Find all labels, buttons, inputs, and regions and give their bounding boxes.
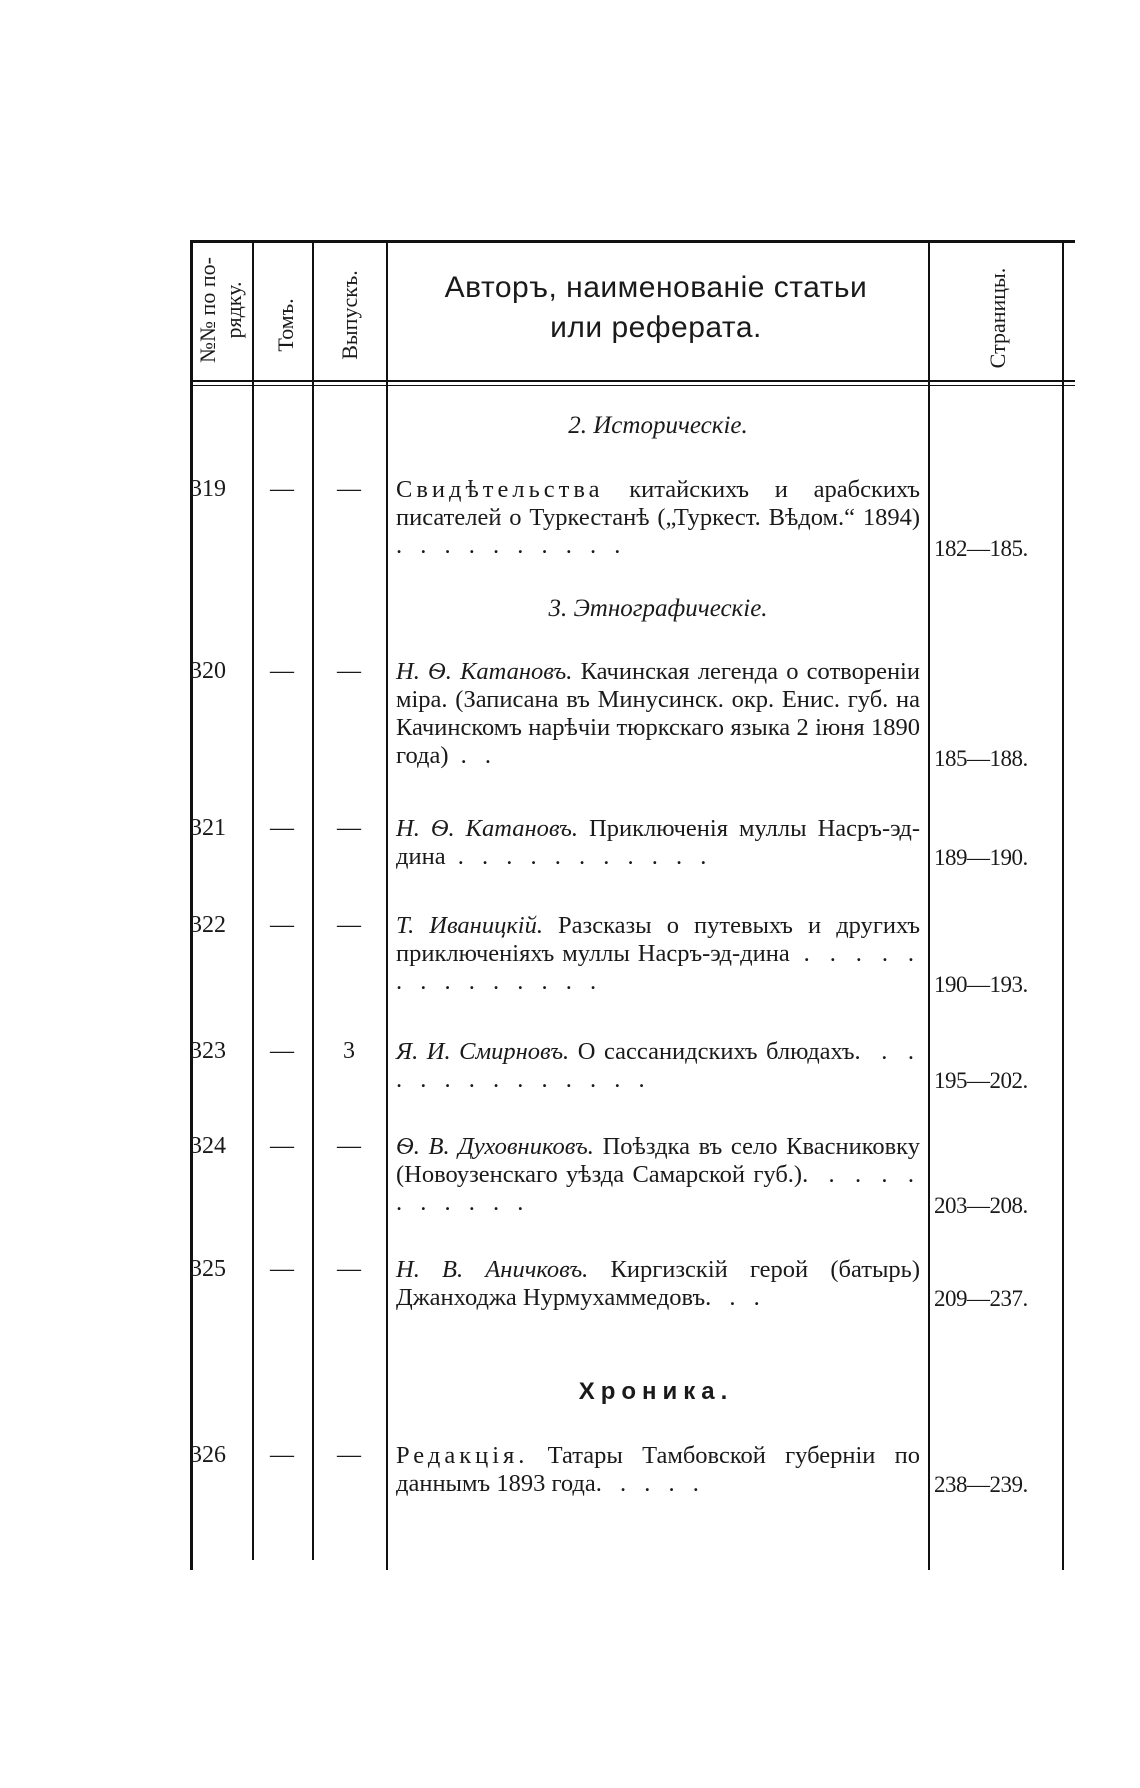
row-tom: —	[270, 476, 294, 502]
row-num: 319	[190, 476, 226, 502]
row-pages: 195—202.	[934, 1068, 1028, 1093]
row-author: Н. В. Аничковъ.	[396, 1256, 589, 1283]
section-ethnographic: 3. Этнографическіе.	[548, 595, 768, 622]
row-author: Ѳ. В. Духовниковъ.	[396, 1133, 594, 1160]
row-pages: 203—208.	[934, 1193, 1028, 1218]
row-num: 322	[190, 912, 226, 938]
row-num: 325	[190, 1256, 226, 1282]
row-num: 323	[190, 1038, 226, 1064]
header-main	[386, 268, 926, 348]
row-text: китайскихъ и арабскихъ писателей о Туркестанѣ („Туркест. Вѣдом.“ 1894)	[396, 476, 920, 531]
row-vyp: —	[337, 912, 361, 938]
row-title	[396, 1256, 920, 1312]
row-author: Я. И. Смирновъ.	[396, 1038, 570, 1065]
row-dots: . . . . . . . . . . .	[445, 843, 713, 870]
row-pages: 182—185.	[934, 536, 1028, 561]
header-pages: Страницы.	[985, 267, 1010, 369]
row-dots: . . .	[705, 1284, 766, 1311]
row-dots: . .	[448, 742, 497, 769]
row-text: Качинская легенда о сотвореніи міра. (Записана въ Минусинск. окр. Енис. губ. на Качинскомъ нарѣчіи тюркскаго языка 2 іюня 1890 года)	[396, 658, 920, 769]
header-num-line2: рядку.	[221, 281, 246, 339]
row-author: Т. Иваницкій.	[396, 912, 543, 939]
row-title	[396, 815, 920, 871]
rule-main-pages	[928, 240, 930, 1570]
row-vyp: —	[337, 476, 361, 502]
row-num: 321	[190, 815, 226, 841]
row-vyp: 3	[343, 1038, 355, 1064]
row-text: Разсказы о путевыхъ и другихъ приключеніяхъ муллы Насръ-эд-дина	[396, 912, 920, 967]
row-num: 326	[190, 1442, 226, 1468]
header-num-line1: №№ по по-	[195, 257, 220, 363]
header-num	[195, 245, 247, 375]
row-title	[396, 1038, 920, 1094]
row-tom: —	[270, 1038, 294, 1064]
rule-right	[1062, 240, 1064, 1570]
row-title	[396, 1133, 920, 1217]
row-text: Татары Тамбовской губерніи по даннымъ 1893 года	[396, 1442, 920, 1497]
row-title	[396, 912, 920, 996]
section-chronicle: Хроника.	[578, 1378, 734, 1405]
row-text: Приключенія муллы Насръ-эд-дина	[396, 815, 920, 870]
row-title	[396, 658, 920, 770]
row-vyp: —	[337, 1256, 361, 1282]
header-vyp: Выпускъ.	[337, 270, 362, 360]
row-title	[396, 1442, 920, 1498]
row-lead: Свидѣтельства	[396, 476, 604, 503]
row-tom: —	[270, 912, 294, 938]
row-dots: . . . . . . . . . .	[396, 532, 627, 559]
row-text: Поѣздка въ село Квасниковку (Новоузенскаго уѣзда Самарской губ.)	[396, 1133, 920, 1188]
row-pages: 185—188.	[934, 746, 1028, 771]
rule-vyp-main	[386, 240, 388, 1570]
row-text: О сассанидскихъ блюдахъ	[569, 1038, 855, 1065]
header-main-line2: или реферата.	[550, 311, 762, 344]
row-vyp: —	[337, 1442, 361, 1468]
row-dots: . . . . .	[595, 1470, 705, 1497]
row-lead: Редакція.	[396, 1442, 529, 1469]
row-tom: —	[270, 1133, 294, 1159]
row-tom: —	[270, 658, 294, 684]
index-table	[190, 240, 1075, 1570]
row-pages: 238—239.	[934, 1472, 1028, 1497]
row-author: Н. Ѳ. Катановъ.	[396, 658, 573, 685]
rule-top	[190, 240, 1075, 243]
row-text: Киргизскій герой (батырь) Джанходжа Нурмухаммедовъ	[396, 1256, 920, 1311]
row-tom: —	[270, 815, 294, 841]
row-num: 320	[190, 658, 226, 684]
row-title	[396, 476, 920, 560]
row-vyp: —	[337, 815, 361, 841]
rule-header-bottom	[190, 380, 1075, 382]
row-vyp: —	[337, 1133, 361, 1159]
row-num: 324	[190, 1133, 226, 1159]
row-dots: . . . . . . . . . . .	[396, 1161, 920, 1216]
row-dots: . . . . . . . . . . . . . .	[396, 1038, 920, 1093]
rule-tom-vyp	[312, 240, 314, 1560]
row-tom: —	[270, 1256, 294, 1282]
row-vyp: —	[337, 658, 361, 684]
row-pages: 209—237.	[934, 1286, 1028, 1311]
row-pages: 189—190.	[934, 845, 1028, 870]
rule-left	[190, 240, 193, 1570]
section-historical: 2. Историческіе.	[568, 412, 748, 439]
row-pages: 190—193.	[934, 972, 1028, 997]
row-tom: —	[270, 1442, 294, 1468]
header-tom: Томъ.	[273, 298, 298, 352]
rule-num-tom	[252, 240, 254, 1560]
row-dots: . . . . . . . . . . . . . .	[396, 940, 921, 995]
row-author: Н. Ѳ. Катановъ.	[396, 815, 578, 842]
header-main-line1: Авторъ, наименованіе статьи	[444, 271, 868, 304]
rule-header-bottom-2	[190, 385, 1075, 386]
